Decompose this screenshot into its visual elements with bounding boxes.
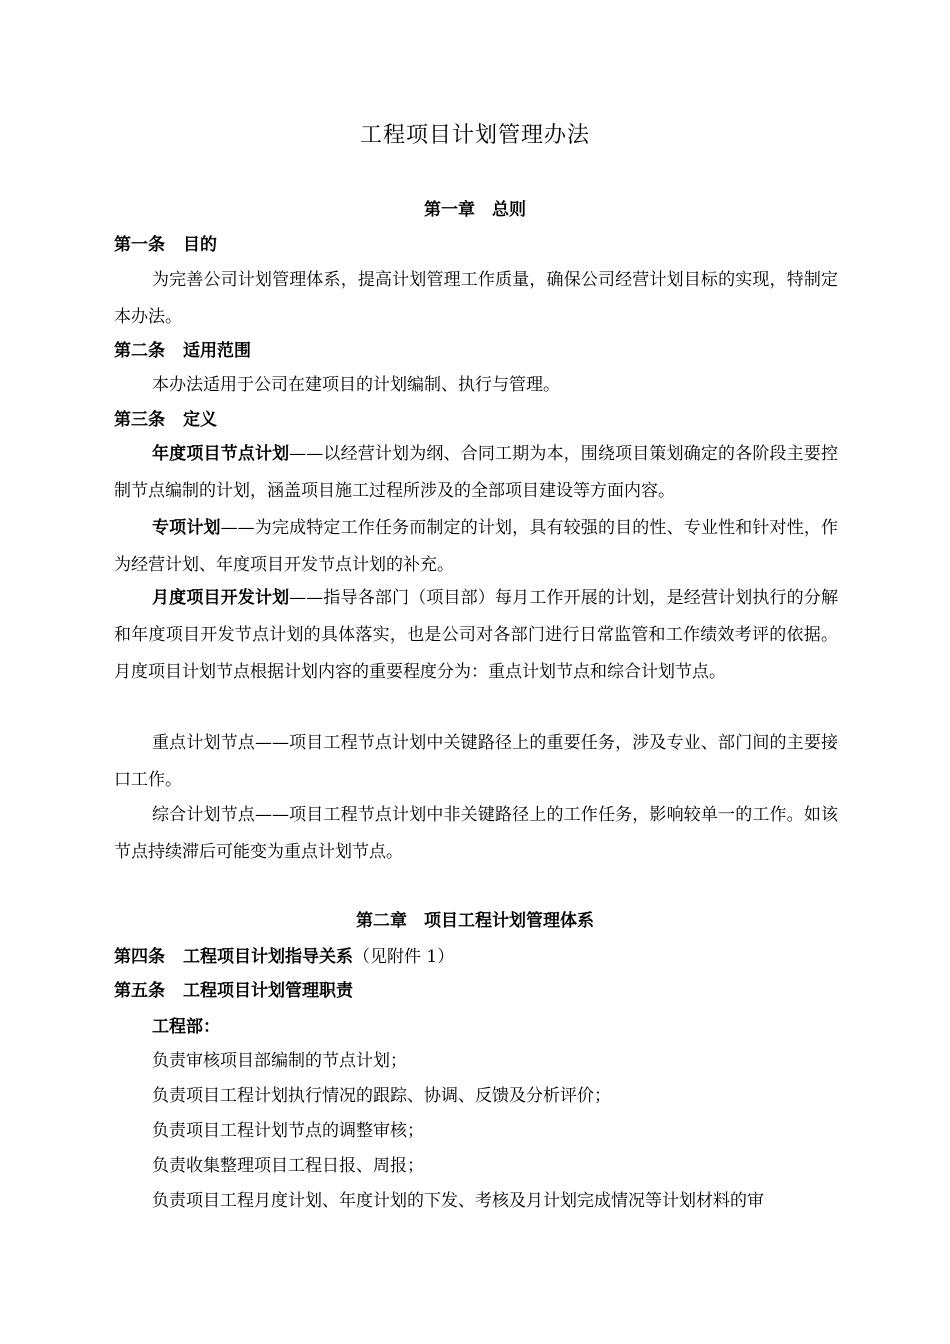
definition-monthly-plan-text: ——指导各部门（项目部）每月工作开展的计划，是经营计划执行的分解和年度项目开发节点计划的具体落实，也是公司对各部门进行日常监管和工作绩效考评的依据。月度项目计划节点根据计划内容的重要程度分为：重点计划节点和综合计划节点。: [114, 588, 839, 682]
chapter-1-heading: 第一章 总则: [424, 200, 526, 220]
definition-special-plan-term: 专项计划: [152, 518, 221, 538]
definition-key-node: 重点计划节点——项目工程节点计划中关键路径上的重要任务，涉及专业、部门间的主要接口工作。: [114, 733, 838, 790]
definition-annual-plan-text: ——以经营计划为纲、合同工期为本，围绕项目策划确定的各阶段主要控制节点编制的计划，涵盖项目施工过程所涉及的全部项目建设等方面内容。: [114, 444, 839, 501]
definition-annual-plan-term: 年度项目节点计划: [152, 444, 290, 464]
chapter-2-heading: 第二章 项目工程计划管理体系: [356, 911, 594, 931]
article-2-name: 适用范围: [183, 341, 251, 361]
article-4-number: 第四条: [114, 947, 165, 967]
article-1-name: 目的: [183, 235, 217, 255]
duty-item: 负责审核项目部编制的节点计划；: [152, 1051, 407, 1071]
definition-general-node: 综合计划节点——项目工程节点计划中非关键路径上的工作任务，影响较单一的工作。如该节点持续滞后可能变为重点计划节点。: [114, 805, 838, 862]
article-5-number: 第五条: [114, 981, 165, 1001]
article-5-heading: [114, 974, 353, 1008]
article-3-number: 第三条: [114, 410, 165, 430]
article-4-name: 工程项目计划指导关系: [183, 947, 353, 967]
article-2-number: 第二条: [114, 341, 165, 361]
definition-special-plan-text: ——为完成特定工作任务而制定的计划，具有较强的目的性、专业性和针对性，作为经营计划、年度项目开发节点计划的补充。: [114, 518, 839, 575]
definition-monthly-plan: [114, 580, 838, 691]
definition-annual-plan: [114, 436, 838, 510]
article-1-text: 为完善公司计划管理体系，提高计划管理工作质量，确保公司经营计划目标的实现，特制定本办法。: [114, 270, 838, 327]
article-1-number: 第一条: [114, 235, 165, 255]
document-title: 工程项目计划管理办法: [359, 123, 590, 148]
article-4-heading: [114, 940, 454, 974]
article-4-note: （见附件 1）: [353, 947, 455, 967]
duty-item: 负责收集整理项目工程日报、周报；: [152, 1156, 424, 1176]
article-3-name: 定义: [183, 410, 217, 430]
article-5-name: 工程项目计划管理职责: [183, 981, 353, 1001]
duty-item: 负责项目工程计划执行情况的跟踪、协调、反馈及分析评价；: [152, 1086, 611, 1106]
duty-item: 负责项目工程计划节点的调整审核；: [152, 1121, 424, 1141]
duty-item: 负责项目工程月度计划、年度计划的下发、考核及月计划完成情况等计划材料的审: [152, 1191, 764, 1211]
definition-monthly-plan-term: 月度项目开发计划: [152, 588, 290, 608]
article-1-heading: [114, 228, 217, 262]
department-label: 工程部：: [152, 1017, 220, 1037]
definition-special-plan: [114, 510, 838, 584]
article-2-text: 本办法适用于公司在建项目的计划编制、执行与管理。: [152, 375, 560, 395]
article-3-heading: [114, 403, 217, 437]
article-2-heading: [114, 334, 251, 368]
